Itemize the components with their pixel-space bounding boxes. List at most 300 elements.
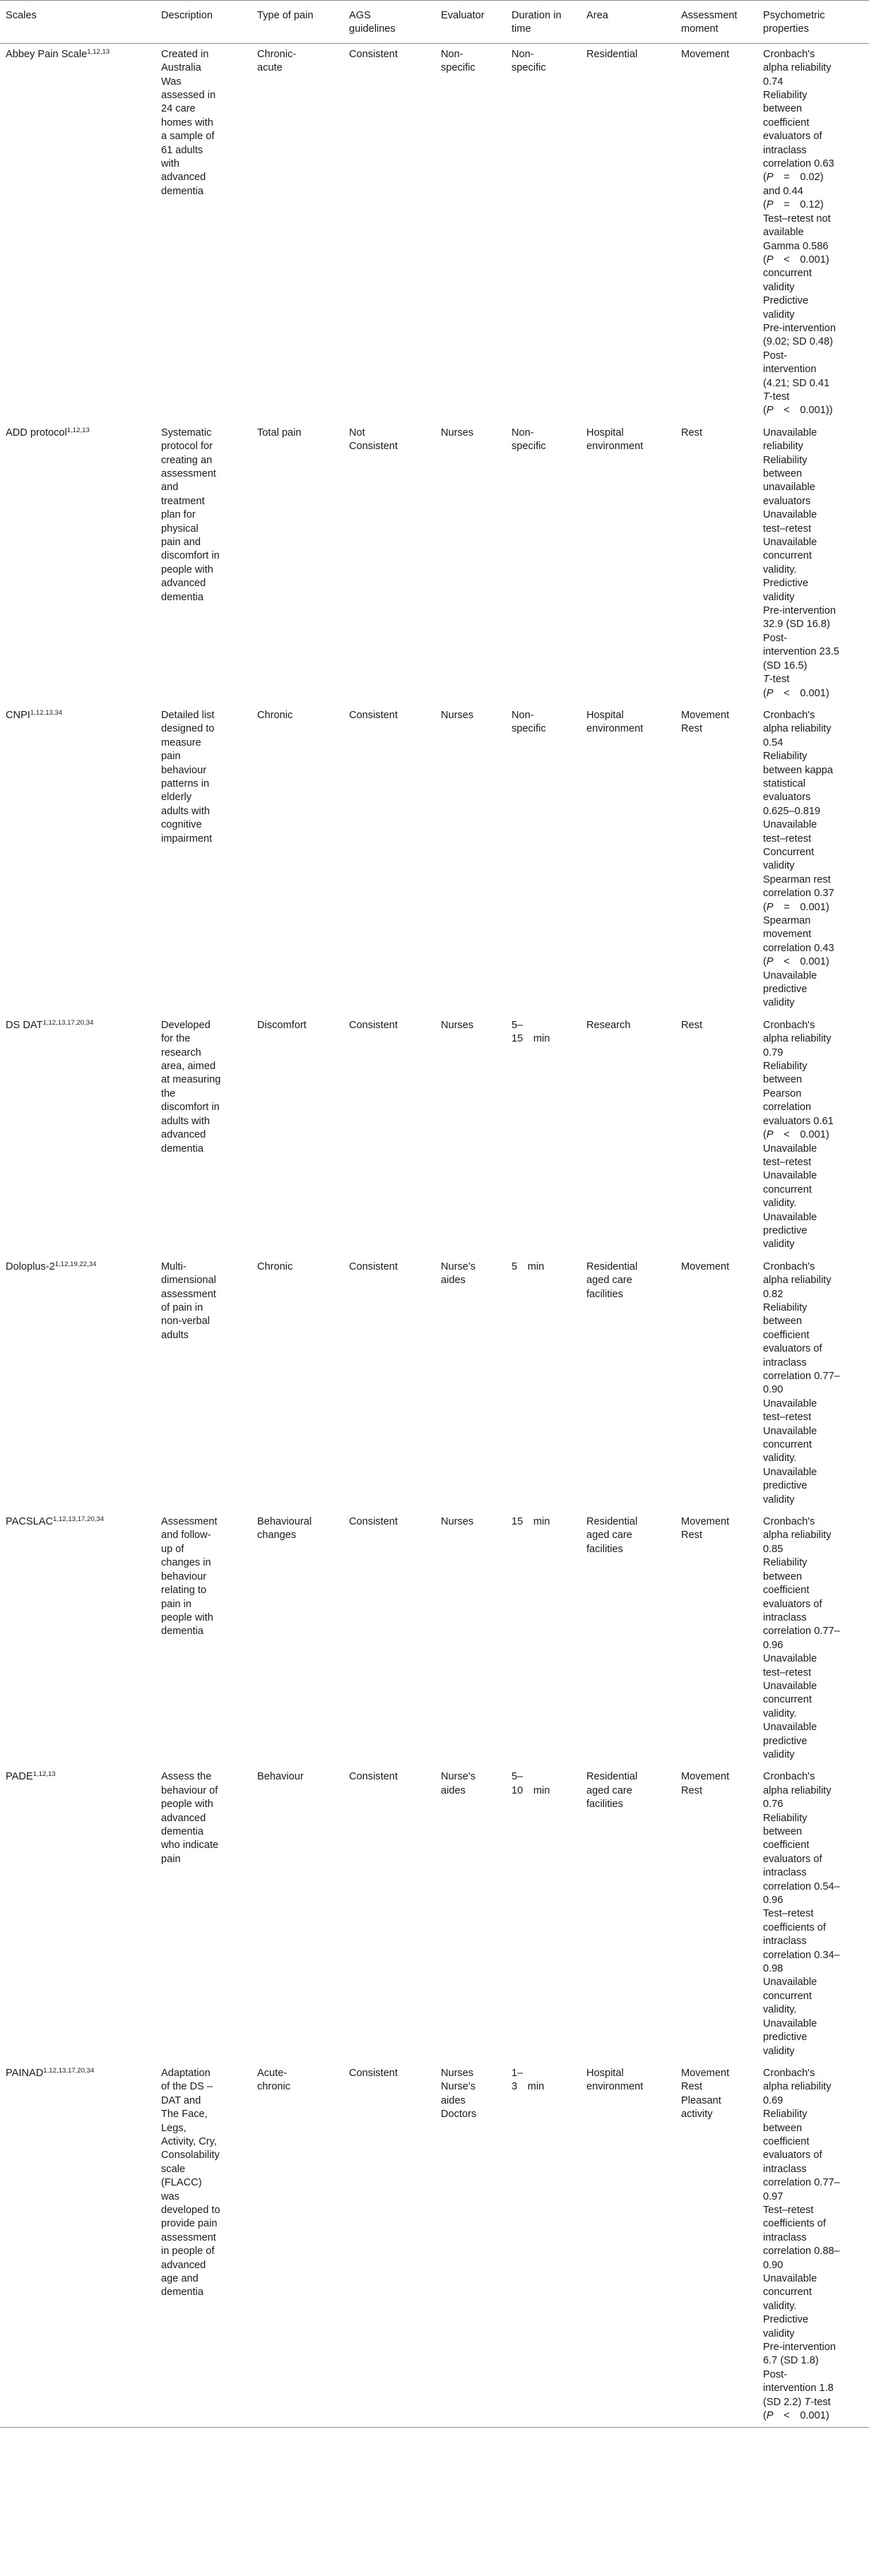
cell-line: and follow- — [161, 1530, 211, 1542]
cell-line: dementia — [161, 1826, 204, 1837]
cell-line: Hospital — [586, 709, 624, 721]
cell-line: evaluators of — [763, 1853, 822, 1865]
cell-line: aged care — [586, 1784, 632, 1796]
header-line: time — [512, 23, 531, 35]
cell-line: coefficient — [763, 1839, 810, 1852]
cell-line: (P < 0.001)) — [763, 405, 833, 417]
cell-line: environment — [586, 441, 644, 453]
cell-line: (P < 0.001) — [763, 687, 829, 699]
scale-name-cell — [0, 1511, 155, 1766]
cell-line: Consolability — [161, 2149, 220, 2161]
cell-line: between — [763, 1570, 803, 1582]
cell-line: validity — [763, 860, 795, 872]
cell-line: Assess the — [161, 1771, 212, 1783]
duration-cell — [506, 1511, 581, 1766]
table-row — [0, 1256, 869, 1511]
cell-line: coefficient — [763, 1329, 810, 1341]
cell-line: adults — [161, 1329, 189, 1341]
table-row — [0, 705, 869, 1015]
cell-line: Predictive — [763, 578, 809, 590]
column-header-description — [155, 1, 252, 44]
cell-line: (P = 0.02) — [763, 172, 824, 184]
cell-line: 0.98 — [763, 1963, 784, 1975]
cell-line: alpha reliability — [763, 1033, 832, 1045]
duration-cell — [506, 2063, 581, 2428]
cell-line: 0.90 — [763, 1384, 784, 1396]
cell-line: Created in — [161, 48, 209, 60]
cell-line: Spearman — [763, 915, 811, 926]
cell-line: pain in — [161, 1598, 192, 1610]
ags-cell — [343, 1766, 435, 2063]
cell-line: validity. — [763, 1198, 797, 1210]
header-line: properties — [763, 23, 809, 35]
cell-line: Pre-intervention — [763, 605, 837, 617]
cell-line: between — [763, 2122, 803, 2134]
cell-line: Multi- — [161, 1260, 187, 1272]
cell-line: coefficients of — [763, 2218, 826, 2230]
cell-line: (4.21; SD 0.41 — [763, 377, 830, 389]
cell-line: 0.69 — [763, 2094, 784, 2106]
cell-line: Unavailable — [763, 1211, 817, 1223]
cell-line: evaluators — [763, 495, 811, 507]
cell-line: with — [161, 158, 179, 170]
cell-line: 5– — [512, 1019, 524, 1031]
cell-line: concurrent — [763, 550, 812, 562]
cell-line: Non- — [512, 427, 534, 439]
cell-line: test–retest — [763, 1156, 812, 1168]
cell-line: Residential — [586, 1516, 638, 1528]
cell-line: intervention — [763, 364, 817, 376]
cell-line: dementia — [161, 2286, 204, 2298]
scale-name: PACSLAC — [6, 1516, 54, 1528]
cell-line: validity — [763, 1493, 795, 1505]
evaluator-cell — [435, 43, 506, 422]
cell-line: predictive — [763, 984, 808, 996]
cell-line: Consistent — [349, 2067, 398, 2079]
cell-line: T-test — [763, 390, 790, 402]
cell-line: Predictive — [763, 2314, 809, 2326]
column-header-evaluator — [435, 1, 506, 44]
cell-line: specific — [441, 62, 475, 74]
cell-line: correlation 0.43 — [763, 942, 834, 954]
reference-superscript: 1,12,13 — [66, 426, 90, 434]
reference-superscript: 1,12,19,22,34 — [54, 1260, 97, 1268]
cell-line: Movement — [681, 1260, 730, 1272]
scale-name-cell — [0, 43, 155, 422]
evaluator-cell — [435, 422, 506, 705]
cell-line: Cronbach's — [763, 2067, 815, 2079]
cell-line: Cronbach's — [763, 1260, 815, 1272]
cell-line: coefficient — [763, 2135, 810, 2147]
table-row — [0, 1511, 869, 1766]
cell-line: Unavailable — [763, 537, 817, 549]
cell-line: statistical — [763, 777, 806, 789]
cell-line: correlation — [763, 1102, 812, 1114]
cell-line: Chronic — [257, 1260, 293, 1272]
type-of-pain-cell — [252, 1511, 343, 1766]
cell-line: coefficient — [763, 117, 810, 129]
cell-line: Post- — [763, 2368, 788, 2380]
cell-line: unavailable — [763, 482, 815, 494]
evaluator-cell — [435, 1015, 506, 1256]
cell-line: Rest — [681, 723, 703, 735]
type-of-pain-cell — [252, 43, 343, 422]
cell-line: environment — [586, 723, 644, 735]
cell-line: the — [161, 1087, 176, 1099]
cell-line: aides — [441, 1784, 466, 1796]
cell-line: scale — [161, 2163, 186, 2175]
cell-line: people with — [161, 564, 213, 576]
cell-line: (P < 0.001) — [763, 1129, 829, 1141]
table-row — [0, 1015, 869, 1256]
area-cell — [581, 705, 675, 1015]
cell-line: Discomfort — [257, 1019, 307, 1031]
assessment-moment-cell — [675, 422, 757, 705]
cell-line: behaviour of — [161, 1784, 218, 1796]
cell-line: validity — [763, 2045, 795, 2057]
cell-line: advanced — [161, 578, 206, 590]
cell-line: available — [763, 227, 804, 239]
cell-line: facilities — [586, 1799, 623, 1811]
cell-line: 0.96 — [763, 1639, 784, 1651]
cell-line: (P < 0.001) — [763, 254, 829, 266]
assessment-moment-cell — [675, 2063, 757, 2428]
cell-line: Unavailable — [763, 1397, 817, 1409]
cell-line: intervention 23.5 — [763, 646, 839, 658]
cell-line: 24 care — [161, 103, 196, 115]
scale-name-cell — [0, 1256, 155, 1511]
cell-line: Non- — [512, 709, 534, 721]
cell-line: alpha reliability — [763, 1784, 832, 1796]
cell-line: 3 min — [512, 2081, 545, 2093]
cell-line: Consistent — [349, 441, 398, 453]
cell-line: Consistent — [349, 48, 398, 60]
column-header-duration — [506, 1, 581, 44]
cell-line: validity — [763, 2327, 795, 2339]
description-cell — [155, 1766, 252, 2063]
cell-line: between — [763, 1074, 803, 1086]
cell-line: correlation 0.54– — [763, 1880, 840, 1892]
cell-line: Unavailable — [763, 1680, 817, 1692]
cell-line: Pre-intervention — [763, 2342, 837, 2354]
cell-line: Unavailable — [763, 1722, 817, 1734]
cell-line: intraclass — [763, 1611, 807, 1623]
ags-cell — [343, 1256, 435, 1511]
psychometric-cell — [757, 1015, 869, 1256]
cell-line: T-test — [763, 674, 790, 686]
cell-line: Reliability — [763, 1812, 808, 1824]
ags-cell — [343, 43, 435, 422]
cell-line: evaluators of — [763, 2149, 822, 2161]
cell-line: Rest — [681, 1530, 703, 1542]
scale-name: ADD protocol — [6, 427, 67, 439]
reference-superscript: 1,12,13,17,20,34 — [42, 1018, 94, 1027]
cell-line: validity. — [763, 1453, 797, 1465]
cell-line: 0.90 — [763, 2259, 784, 2271]
cell-line: discomfort in — [161, 550, 220, 562]
cell-line: 32.9 (SD 16.8) — [763, 619, 830, 631]
reference-superscript: 1,12,13 — [87, 47, 110, 56]
cell-line: 0.97 — [763, 2190, 784, 2202]
header-line: moment — [681, 23, 719, 35]
cell-line: behaviour — [161, 1570, 207, 1582]
table-row — [0, 2063, 869, 2428]
column-header-scales — [0, 1, 155, 44]
cell-line: (SD 2.2) T-test — [763, 2396, 831, 2408]
cell-line: evaluators of — [763, 131, 822, 143]
assessment-moment-cell — [675, 43, 757, 422]
cell-line: Reliability — [763, 2109, 808, 2121]
cell-line: Nurses — [441, 709, 474, 721]
cell-line: 1– — [512, 2067, 524, 2079]
cell-line: intraclass — [763, 2163, 807, 2175]
cell-line: Post- — [763, 350, 788, 362]
cell-line: discomfort in — [161, 1102, 220, 1114]
cell-line: specific — [512, 62, 546, 74]
area-cell — [581, 43, 675, 422]
cell-line: Pearson — [763, 1087, 802, 1099]
description-cell — [155, 2063, 252, 2428]
cell-line: movement — [763, 929, 812, 941]
evaluator-cell — [435, 1766, 506, 2063]
cell-line: coefficient — [763, 1585, 810, 1597]
ags-cell — [343, 2063, 435, 2428]
psychometric-cell — [757, 2063, 869, 2428]
assessment-moment-cell — [675, 1256, 757, 1511]
cell-line: correlation 0.63 — [763, 158, 834, 170]
cell-line: a sample of — [161, 131, 215, 143]
cell-line: Predictive — [763, 295, 809, 307]
cell-line: Detailed list — [161, 709, 215, 721]
scale-name-cell — [0, 422, 155, 705]
cell-line: Hospital — [586, 2067, 624, 2079]
cell-line: Activity, Cry, — [161, 2135, 217, 2147]
cell-line: creating an — [161, 454, 213, 466]
type-of-pain-cell — [252, 2063, 343, 2428]
cell-line: between — [763, 1316, 803, 1328]
cell-line: adults with — [161, 1115, 210, 1127]
cell-line: assessed in — [161, 90, 216, 102]
psychometric-cell — [757, 422, 869, 705]
cell-line: aged care — [586, 1530, 632, 1542]
table-row — [0, 1766, 869, 2063]
header-line: Evaluator — [441, 10, 485, 21]
cell-line: who indicate — [161, 1839, 219, 1852]
cell-line: assessment — [161, 2231, 216, 2243]
cell-line: concurrent — [763, 1439, 812, 1451]
cell-line: Movement — [681, 709, 730, 721]
cell-line: Unavailable — [763, 970, 817, 982]
cell-line: Nurse's — [441, 1771, 476, 1783]
cell-line: advanced — [161, 1812, 206, 1824]
cell-line: Unavailable — [763, 2017, 817, 2029]
cell-line: between — [763, 1826, 803, 1837]
cell-line: Test–retest not — [763, 213, 831, 225]
cell-line: Chronic- — [257, 48, 297, 60]
assessment-moment-cell — [675, 1766, 757, 2063]
cell-line: (P < 0.001) — [763, 2410, 829, 2422]
cell-line: intraclass — [763, 1936, 807, 1948]
duration-cell — [506, 705, 581, 1015]
cell-line: elderly — [161, 792, 191, 804]
cell-line: Reliability — [763, 1557, 808, 1569]
cell-line: alpha reliability — [763, 2081, 832, 2093]
cell-line: Non- — [512, 48, 534, 60]
cell-line: assessment — [161, 1288, 216, 1300]
cell-line: Nurse's — [441, 2081, 476, 2093]
description-cell — [155, 422, 252, 705]
cell-line: validity. — [763, 1707, 797, 1719]
cell-line: advanced — [161, 1129, 206, 1141]
cell-line: validity. — [763, 2300, 797, 2312]
cell-line: Post- — [763, 632, 788, 644]
type-of-pain-cell — [252, 1015, 343, 1256]
cell-line: for the — [161, 1033, 191, 1045]
cell-line: aged care — [586, 1275, 632, 1287]
header-line: Type of pain — [257, 10, 314, 21]
assessment-moment-cell — [675, 705, 757, 1015]
cell-line: Movement — [681, 2067, 730, 2079]
cell-line: Consistent — [349, 709, 398, 721]
cell-line: Residential — [586, 1771, 638, 1783]
cell-line: validity — [763, 997, 795, 1009]
column-header-type-of-pain — [252, 1, 343, 44]
cell-line: at measuring — [161, 1074, 221, 1086]
psychometric-cell — [757, 1256, 869, 1511]
duration-cell — [506, 422, 581, 705]
cell-line: and 0.44 — [763, 185, 803, 197]
cell-line: (9.02; SD 0.48) — [763, 336, 833, 348]
assessment-moment-cell — [675, 1015, 757, 1256]
header-line: Duration in — [512, 10, 562, 21]
cell-line: 0.82 — [763, 1288, 784, 1300]
cell-line: pain — [161, 751, 181, 763]
cell-line: (SD 16.5) — [763, 660, 808, 672]
cell-line: (P = 0.12) — [763, 199, 824, 211]
cell-line: 10 min — [512, 1784, 550, 1796]
cell-line: concurrent — [763, 1990, 812, 2002]
cell-line: environment — [586, 2081, 644, 2093]
cell-line: Hospital — [586, 427, 624, 439]
cell-line: specific — [512, 441, 546, 453]
cell-line: 15 min — [512, 1033, 550, 1045]
cell-line: test–retest — [763, 833, 812, 845]
psychometric-cell — [757, 1766, 869, 2063]
cell-line: between — [763, 103, 803, 115]
cell-line: homes with — [161, 117, 213, 129]
scale-name-cell — [0, 1015, 155, 1256]
cell-line: people with — [161, 1799, 213, 1811]
scale-name: PAINAD — [6, 2067, 44, 2079]
description-cell — [155, 1015, 252, 1256]
area-cell — [581, 422, 675, 705]
cell-line: DAT and — [161, 2094, 201, 2106]
cell-line: Reliability — [763, 751, 808, 763]
cell-line: Consistent — [349, 1019, 398, 1031]
cell-line: 0.74 — [763, 76, 784, 88]
cell-line: treatment — [161, 495, 205, 507]
cell-line: facilities — [586, 1543, 623, 1555]
cell-line: Cronbach's — [763, 48, 815, 60]
cell-line: physical — [161, 523, 199, 535]
header-line: Scales — [6, 10, 37, 21]
scale-name: PADE — [6, 1771, 33, 1783]
area-cell — [581, 1256, 675, 1511]
cell-line: Systematic — [161, 427, 212, 439]
cell-line: dementia — [161, 1143, 204, 1155]
evaluator-cell — [435, 1511, 506, 1766]
cell-line: Cronbach's — [763, 709, 815, 721]
cell-line: Australia — [161, 62, 201, 74]
header-line: guidelines — [349, 23, 396, 35]
cell-line: designed to — [161, 723, 215, 735]
cell-line: Behavioural — [257, 1516, 312, 1528]
assessment-moment-cell — [675, 1511, 757, 1766]
cell-line: 0.79 — [763, 1046, 784, 1059]
cell-line: activity — [681, 2109, 713, 2121]
cell-line: alpha reliability — [763, 1530, 832, 1542]
description-cell — [155, 1511, 252, 1766]
cell-line: 61 adults — [161, 144, 203, 156]
cell-line: alpha reliability — [763, 62, 832, 74]
scale-name-cell — [0, 705, 155, 1015]
cell-line: specific — [512, 723, 546, 735]
column-header-psychometric-properties — [757, 1, 869, 44]
cell-line: Acute- — [257, 2067, 288, 2079]
cell-line: Cronbach's — [763, 1019, 815, 1031]
cell-line: between kappa — [763, 764, 833, 776]
cell-line: Unavailable — [763, 2273, 817, 2284]
cell-line: Consistent — [349, 1771, 398, 1783]
cell-line: correlation 0.34– — [763, 1949, 840, 1961]
header-row — [0, 1, 869, 44]
cell-line: evaluators of — [763, 1598, 822, 1610]
scale-name: DS DAT — [6, 1019, 43, 1031]
description-cell — [155, 43, 252, 422]
evaluator-cell — [435, 2063, 506, 2428]
cell-line: Residential — [586, 48, 638, 60]
type-of-pain-cell — [252, 705, 343, 1015]
cell-line: Adaptation — [161, 2067, 211, 2079]
cell-line: correlation 0.77– — [763, 1626, 840, 1638]
cell-line: validity. — [763, 564, 797, 576]
duration-cell — [506, 1015, 581, 1256]
cell-line: validity — [763, 1239, 795, 1251]
cell-line: pain — [161, 1853, 181, 1865]
cell-line: validity — [763, 281, 795, 293]
scale-name: Doloplus-2 — [6, 1260, 55, 1272]
psychometric-cell — [757, 1511, 869, 1766]
cell-line: Unavailable — [763, 1653, 817, 1665]
cell-line: Legs, — [161, 2122, 187, 2134]
psychometric-cell — [757, 705, 869, 1015]
column-header-ags-guidelines — [343, 1, 435, 44]
cell-line: changes in — [161, 1557, 211, 1569]
cell-line: Behaviour — [257, 1771, 304, 1783]
cell-line: (FLACC) — [161, 2177, 202, 2189]
duration-cell — [506, 43, 581, 422]
cell-line: developed to — [161, 2204, 220, 2216]
cell-line: Assessment — [161, 1516, 218, 1528]
cell-line: intraclass — [763, 1867, 807, 1879]
cell-line: Non- — [441, 48, 463, 60]
cell-line: Total pain — [257, 427, 302, 439]
cell-line: Rest — [681, 427, 703, 439]
cell-line: Unavailable — [763, 1143, 817, 1155]
header-line: Description — [161, 10, 213, 21]
cell-line: Gamma 0.586 — [763, 240, 829, 252]
cell-line: evaluators of — [763, 1343, 822, 1355]
